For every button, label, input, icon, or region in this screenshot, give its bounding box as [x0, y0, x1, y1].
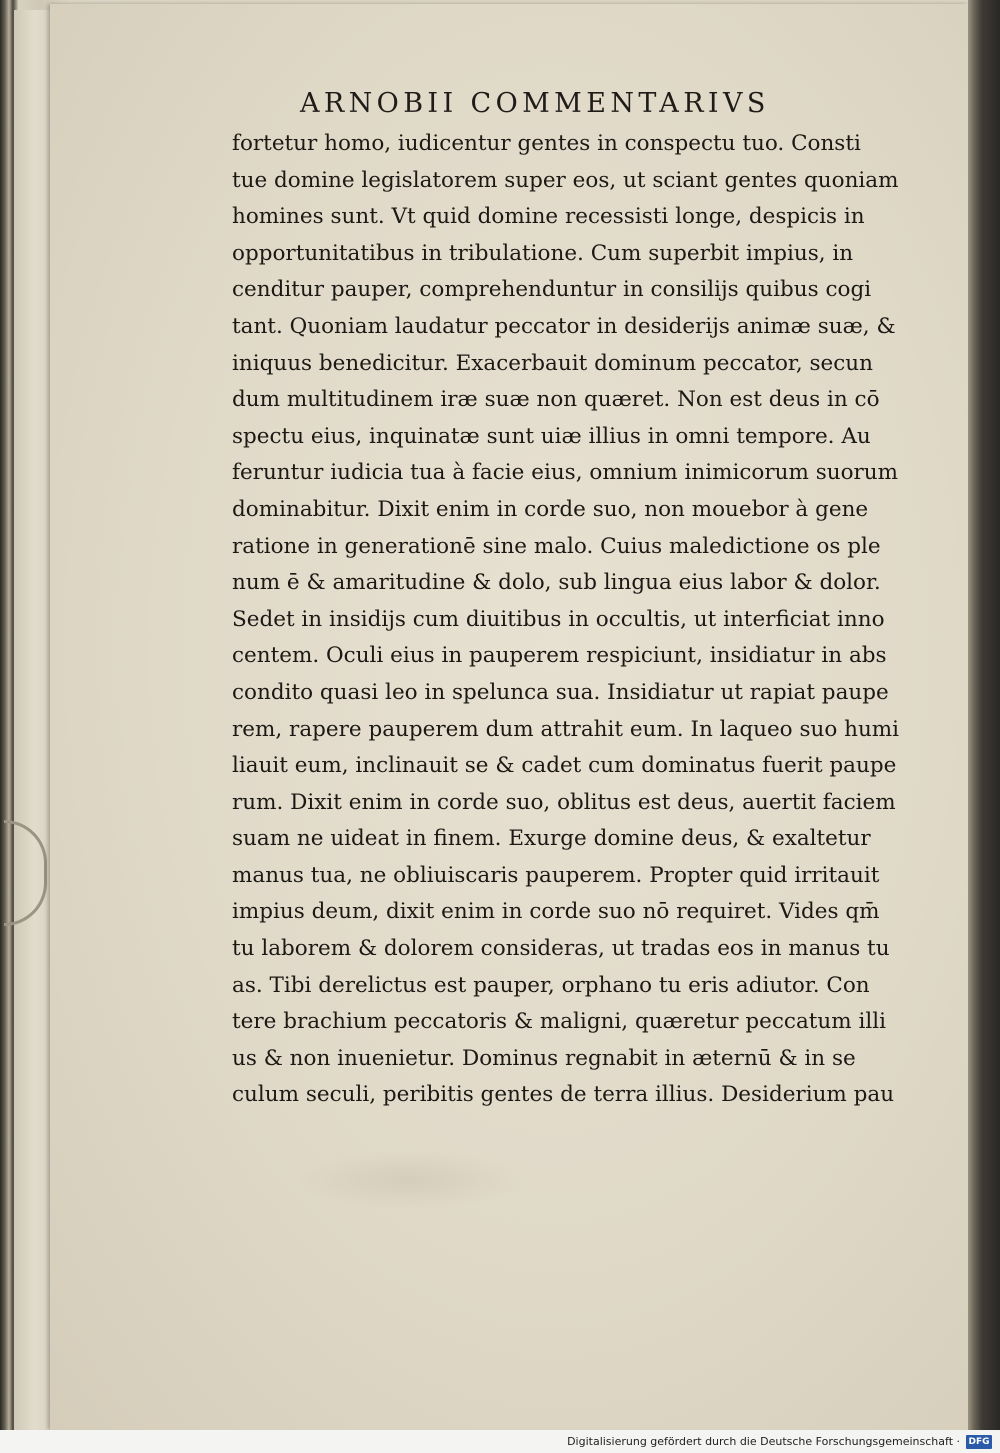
text-line: suam ne uideat in finem. Exurge domine deus, & exaltetur: [232, 826, 871, 852]
text-line: cenditur pauper, comprehenduntur in consilijs quibus cogi: [232, 277, 872, 303]
running-head: ARNOBII COMMENTARIVS: [300, 88, 770, 119]
text-line: condito quasi leo in spelunca sua. Insidiatur ut rapiat paupe: [232, 679, 889, 705]
text-line: fortetur homo, iudicentur gentes in conspectu tuo. Consti: [232, 131, 861, 156]
text-line: iniquus benedicitur. Exacerbauit dominum peccator, secun: [232, 350, 874, 376]
text-line: rum. Dixit enim in corde suo, oblitus est deus, auertit faciem: [232, 789, 896, 815]
text-line: us & non inuenietur. Dominus regnabit in æternū & in se: [232, 1045, 856, 1071]
text-line: spectu eius, inquinatæ sunt uiæ illius in omni tempore. Au: [232, 423, 871, 449]
text-line: tant. Quoniam laudatur peccator in desiderijs animæ suæ, &: [232, 313, 896, 339]
text-line: tue domine legislatorem super eos, ut sciant gentes quoniam: [232, 167, 899, 193]
text-line: dum multitudinem iræ suæ non quæret. Non est deus in cō: [232, 387, 880, 413]
text-line: opportunitatibus in tribulatione. Cum superbit impius, in: [232, 240, 854, 266]
text-line: as. Tibi derelictus est pauper, orphano tu eris adiutor. Con: [232, 972, 870, 998]
text-line: culum seculi, peribitis gentes de terra illius. Desiderium pau: [232, 1082, 895, 1108]
body-text-block: [232, 126, 912, 1114]
text-line: feruntur iudicia tua à facie eius, omnium inimicorum suorum: [232, 460, 899, 486]
book-fore-edge-shadow: [968, 0, 1000, 1453]
text-line: liauit eum, inclinauit se & cadet cum dominatus fuerit paupe: [232, 753, 897, 779]
text-line: tu laborem & dolorem consideras, ut tradas eos in manus tu: [232, 936, 890, 962]
text-line: homines sunt. Vt quid domine recessisti longe, despicis in: [232, 204, 865, 230]
text-line: manus tua, ne obliuiscaris pauperem. Propter quid irritauit: [232, 862, 880, 888]
dfg-logo: DFG: [966, 1435, 992, 1449]
text-line: impius deum, dixit enim in corde suo nō requiret. Vides qm̄: [232, 899, 880, 925]
text-line: centem. Oculi eius in pauperem respiciunt, insidiatur in abs: [232, 643, 887, 669]
text-line: dominabitur. Dixit enim in corde suo, non mouebor à gene: [232, 496, 869, 522]
text-line: ratione in generationē sine malo. Cuius maledictione os ple: [232, 533, 881, 559]
text-line: Sedet in insidijs cum diuitibus in occultis, ut interficiat inno: [232, 606, 885, 632]
text-line: tere brachium peccatoris & maligni, quæretur peccatum illi: [232, 1009, 886, 1035]
paper-stain: [295, 1150, 525, 1210]
text-line: rem, rapere pauperem dum attrahit eum. In laqueo suo humi: [232, 716, 900, 742]
funding-credit: Digitalisierung gefördert durch die Deutsche Forschungsgemeinschaft ·: [567, 1435, 960, 1448]
text-line: num ē & amaritudine & dolo, sub lingua eius labor & dolor.: [232, 570, 881, 596]
